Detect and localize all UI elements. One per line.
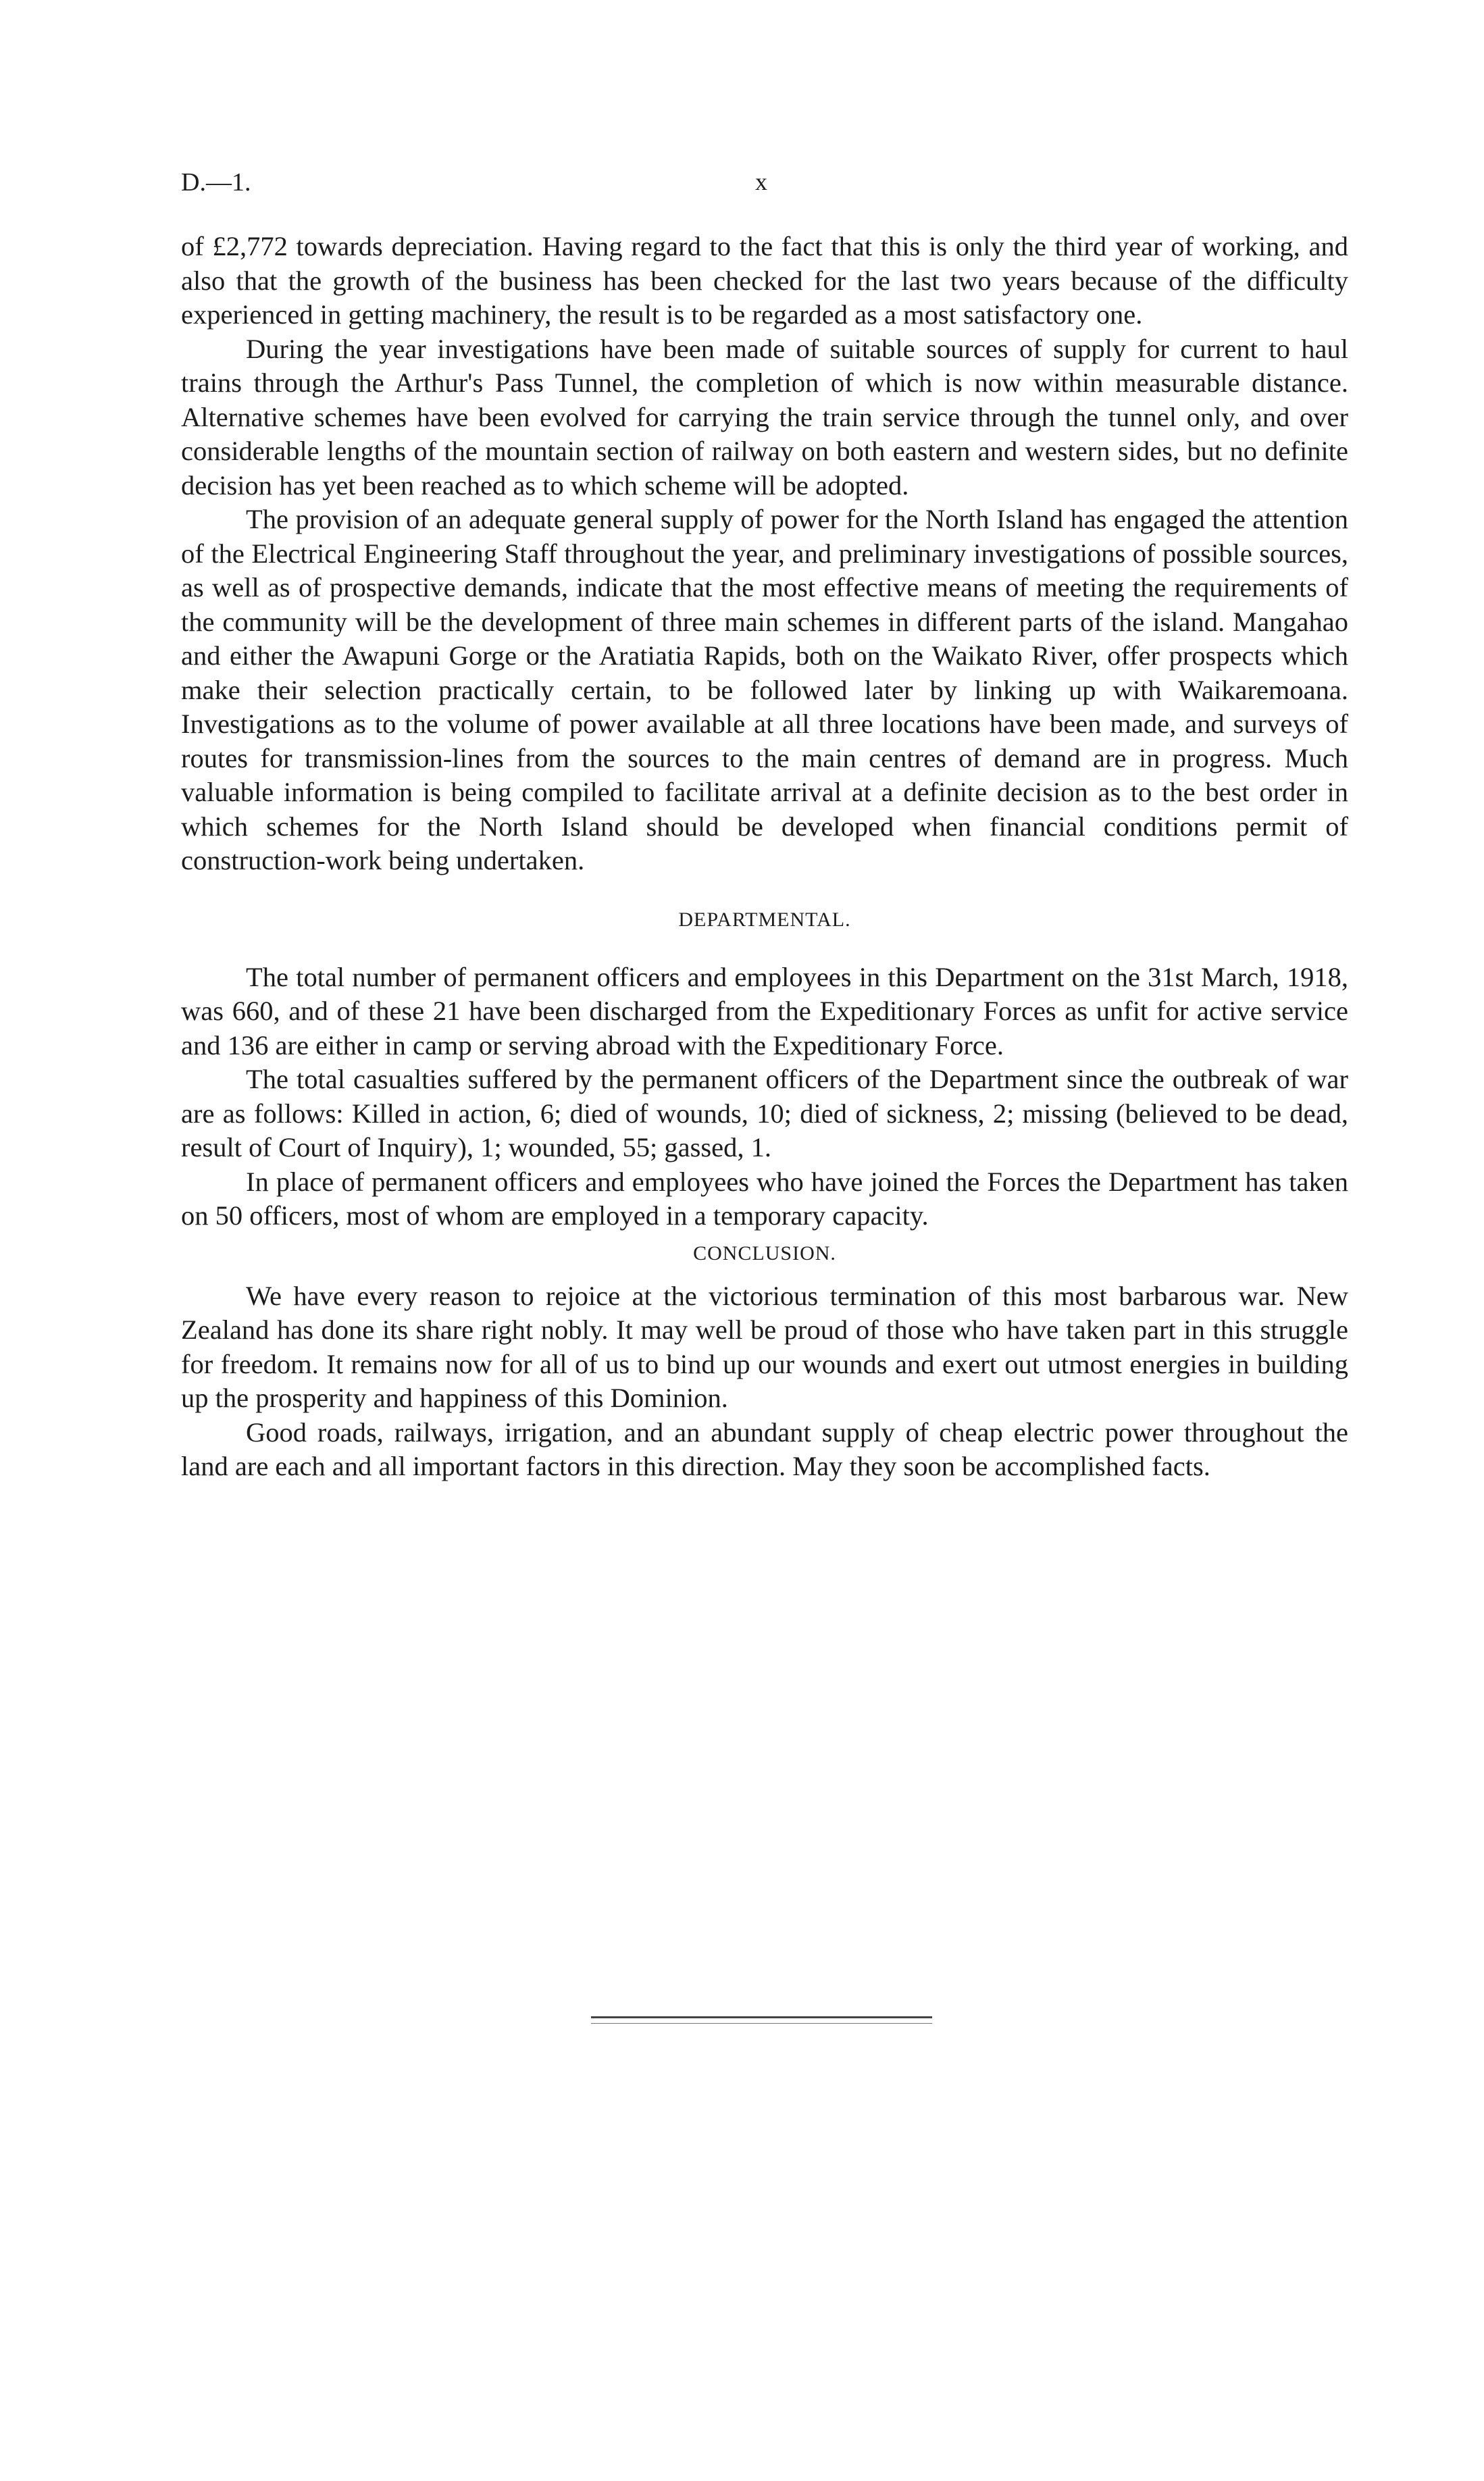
departmental-paragraph-1: The total number of permanent officers and employees in this Department on the 31st March, 1918, was 660, and of these 21 have been discharged from the Expeditionary Forces as unfit for active service and 136 are either in camp or serving abroad with the Expeditionary Force. — [181, 961, 1348, 1060]
conclusion-heading: CONCLUSION. — [693, 1242, 836, 1264]
departmental-heading: DEPARTMENTAL. — [678, 908, 851, 931]
intro-paragraph-3: The provision of an adequate general supply of power for the North Island has engaged the attention of the Electrical Engineering Staff throughout the year, and preliminary investigations of possible sources, as well as of prospective demands, indicate that the most effective means of meeting the requirements of the community will be the development of three main schemes in different parts of the island. Mangahao and either the Awapuni Gorge or the Aratiatia Rapids, both on the Waikato River, offer prospects which make their selection practically certain, to be followed later by linking up with Waikaremoana. Investigations as to the volume of power available at all three locations have been made, and surveys of routes for transmission-lines from the sources to the main centres of demand are in progress. Much valuable information is being compiled to facilitate arrival at a definite decision as to the best order in which schemes for the North Island should be developed when financial conditions permit of construction-work being undertaken. — [181, 504, 1348, 875]
intro-section — [181, 230, 1348, 878]
departmental-paragraph-2: The total casualties suffered by the permanent officers of the Department since the outbreak of war are as follows: Killed in action, 6; died of wounds, 10; died of sickness, 2; missing (believed to be dead, result of Court of Inquiry), 1; wounded, 55; gassed, 1. — [181, 1064, 1348, 1162]
closing-rule — [591, 2016, 932, 2024]
page-number: x — [755, 168, 767, 195]
document-body — [181, 230, 1348, 1484]
intro-paragraph-2: During the year investigations have been made of suitable sources of supply for current to haul trains through the Arthur's Pass Tunnel, the completion of which is now within measurable distance. Alternative schemes have been evolved for carrying the train service through the tunnel only, and over considerable lengths of the mountain section of railway on both eastern and western sides, but no definite decision has yet been reached as to which scheme will be adopted. — [181, 333, 1348, 501]
conclusion-section — [181, 1240, 1348, 1484]
departmental-paragraph-3: In place of permanent officers and employees who have joined the Forces the Department has taken on 50 officers, most of whom are employed in a temporary capacity. — [181, 1166, 1348, 1231]
document-reference: D.—1. — [181, 168, 251, 197]
intro-paragraph-1: of £2,772 towards depreciation. Having regard to the fact that this is only the third year of working, and also that the growth of the business has been checked for the last two years because of the difficulty experienced in getting machinery, the result is to be regarded as a most satisfactory one. — [181, 231, 1348, 330]
conclusion-paragraph-2: Good roads, railways, irrigation, and an abundant supply of cheap electric power throughout the land are each and all important factors in this direction. May they soon be accomplished facts. — [181, 1416, 1348, 1481]
departmental-section — [181, 906, 1348, 1233]
conclusion-paragraph-1: We have every reason to rejoice at the victorious termination of this most barbarous war. New Zealand has done its share right nobly. It may well be proud of those who have taken part in this struggle for freedom. It remains now for all of us to bind up our wounds and exert out utmost energies in building up the prosperity and happiness of this Dominion. — [181, 1280, 1348, 1413]
page-header — [181, 168, 1350, 208]
